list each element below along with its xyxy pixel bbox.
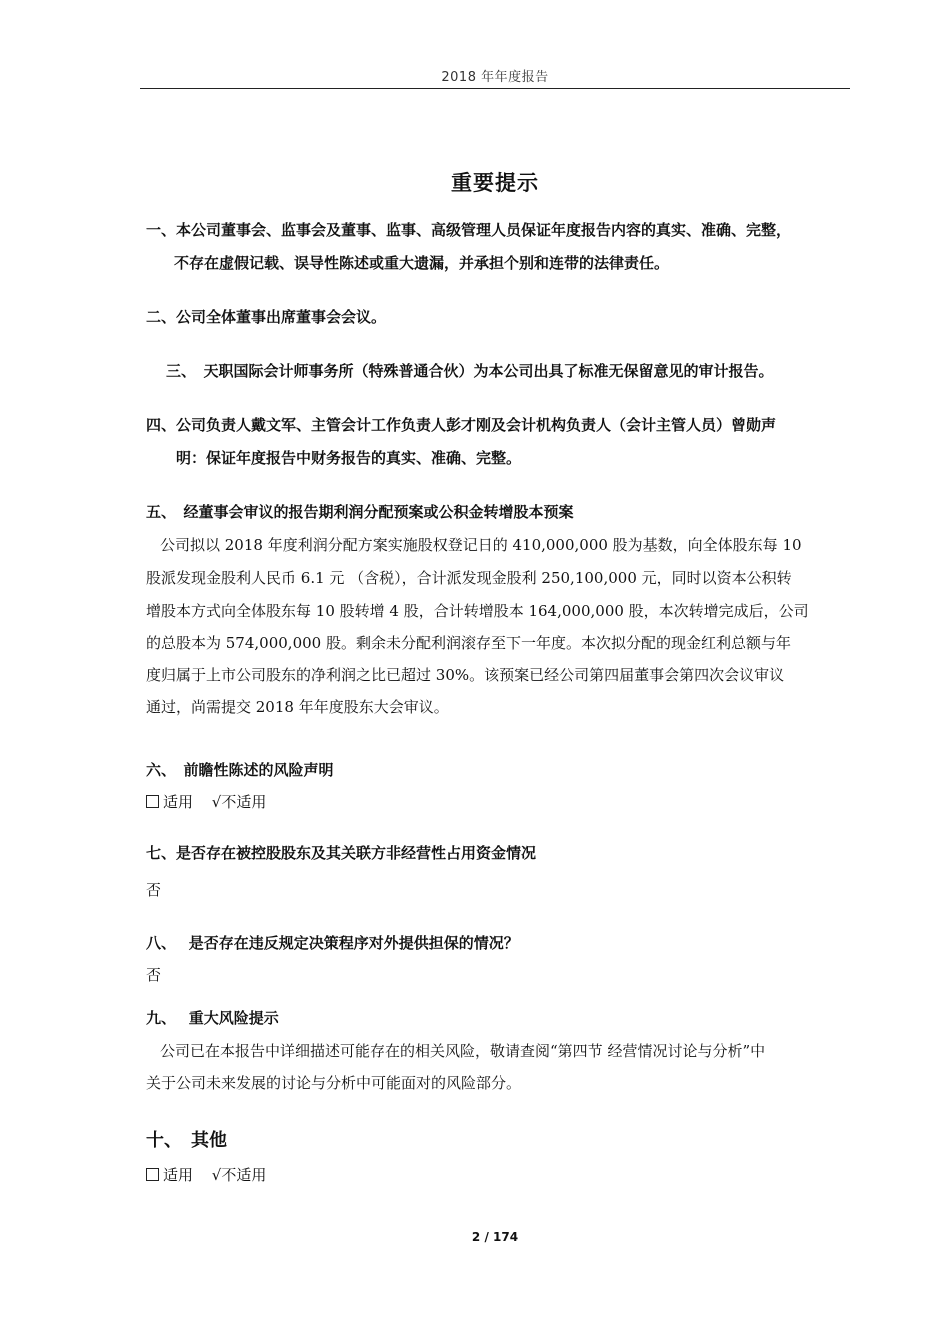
page-header-title: 2018 年年度报告 (441, 70, 549, 85)
item-7-heading: 七、是否存在被控股股东及其关联方非经营性占用资金情况 (146, 844, 537, 862)
not-applicable-label: 不适用 (221, 793, 267, 811)
item-4-line-1: 四、公司负责人戴文军、主管会计工作负责人彭才刚及会计机构负责人（会计主管人员）曾勋声 (146, 416, 777, 434)
item-5-body-line: 公司拟以 2018 年度利润分配方案实施股权登记日的 410,000,000 股为基数，向全体股东每 10 (160, 536, 802, 554)
item-9-body-line: 关于公司未来发展的讨论与分析中可能面对的风险部分。 (146, 1074, 522, 1092)
item-5-body-line: 的总股本为 574,000,000 股。剩余未分配利润滚存至下一年度。本次拟分配的现金红利总额与年 (146, 634, 791, 652)
item-4-line-2: 明：保证年度报告中财务报告的真实、准确、完整。 (176, 449, 522, 467)
item-10-heading: 十、 其他 (146, 1130, 227, 1151)
item-9-body-line: 公司已在本报告中详细描述可能存在的相关风险，敬请查阅“第四节 经营情况讨论与分析”中 (160, 1042, 766, 1060)
applicable-label: 适用 (163, 1166, 194, 1184)
empty-checkbox-icon (146, 1168, 159, 1181)
item-5-heading: 五、 经董事会审议的报告期利润分配预案或公积金转增股本预案 (146, 503, 574, 521)
not-applicable-label: 不适用 (221, 1166, 267, 1184)
item-8-heading: 八、 是否存在违反规定决策程序对外提供担保的情况？ (146, 934, 519, 952)
item-5-body-line: 股派发现金股利人民币 6.1 元 （含税），合计派发现金股利 250,100,000 元，同时以资本公积转 (146, 569, 792, 587)
item-6-heading: 六、 前瞻性陈述的风险声明 (146, 761, 334, 779)
item-3: 三、 天职国际会计师事务所（特殊普通合伙）为本公司出具了标准无保留意见的审计报告。 (166, 362, 774, 380)
item-6-applicability (146, 791, 266, 812)
item-2: 二、公司全体董事出席董事会会议。 (146, 308, 387, 326)
checkmark-icon: √ (211, 1166, 222, 1184)
item-9-heading: 九、 重大风险提示 (146, 1009, 279, 1027)
page-number: 2 / 174 (471, 1230, 519, 1244)
item-1-line-1: 一、本公司董事会、监事会及董事、监事、高级管理人员保证年度报告内容的真实、准确、完整， (146, 221, 792, 239)
item-5-body-line: 通过，尚需提交 2018 年年度股东大会审议。 (146, 698, 449, 716)
item-7-answer: 否 (146, 881, 162, 899)
item-5-body-line: 度归属于上市公司股东的净利润之比已超过 30%。该预案已经公司第四届董事会第四次会议审议 (146, 666, 785, 684)
empty-checkbox-icon (146, 795, 159, 808)
applicable-label: 适用 (163, 793, 194, 811)
item-10-applicability (146, 1164, 266, 1185)
page-title: 重要提示 (451, 171, 539, 195)
item-8-answer: 否 (146, 966, 162, 984)
item-5-body-line: 增股本方式向全体股东每 10 股转增 4 股，合计转增股本 164,000,000 股，本次转增完成后，公司 (146, 602, 809, 620)
checkmark-icon: √ (211, 793, 222, 811)
item-1-line-2: 不存在虚假记载、误导性陈述或重大遗漏，并承担个别和连带的法律责任。 (174, 254, 670, 272)
header-divider (140, 88, 850, 89)
